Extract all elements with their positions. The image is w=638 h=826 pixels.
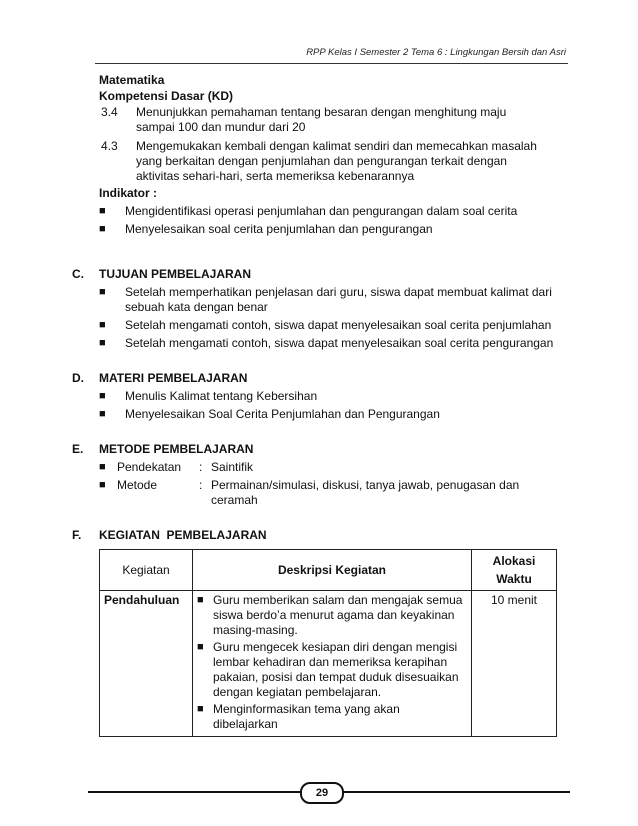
method-label: Pendekatan <box>117 460 182 474</box>
method-label: Metode <box>117 478 158 492</box>
kd-number: 3.4 <box>101 105 118 119</box>
list-item-text: Menginformasikan tema yang akan dibelajarkan <box>213 702 400 731</box>
section-heading-e <box>72 442 566 457</box>
list-item <box>99 389 566 404</box>
section-letter: C. <box>72 267 84 281</box>
kd-text: Mengemukakan kembali dengan kalimat sendiri dan memecahkan masalah yang berkaitan dengan penjumlahan dan pengurangan terkait dengan aktivitas sehari-hari, serta memeriksa kebenarannya <box>136 139 537 183</box>
kd-item <box>99 139 566 184</box>
list-item-text: Setelah mengamati contoh, siswa dapat menyelesaikan soal cerita pengurangan <box>125 336 554 350</box>
footer-rule-right <box>340 791 570 793</box>
square-bullet-icon: ■ <box>99 286 106 298</box>
section-title: MATERI PEMBELAJARAN <box>99 371 248 385</box>
list-item-text: Menulis Kalimat tentang Kebersihan <box>125 389 318 403</box>
header-rule <box>95 63 568 64</box>
square-bullet-icon: ■ <box>99 408 106 420</box>
square-bullet-icon: ■ <box>99 319 106 331</box>
section-letter: E. <box>72 442 84 456</box>
section-title: TUJUAN PEMBELAJARAN <box>99 267 252 281</box>
header-kegiatan: Kegiatan <box>100 550 193 591</box>
square-bullet-icon: ■ <box>99 390 106 402</box>
kd-title: Kompetensi Dasar (KD) <box>99 89 234 103</box>
square-bullet-icon: ■ <box>197 703 204 715</box>
list-item <box>197 640 467 700</box>
table-row <box>100 591 557 737</box>
section-title: KEGIATAN PEMBELAJARAN <box>99 528 267 542</box>
method-colon: : <box>199 478 203 492</box>
section-letter: F. <box>72 528 82 542</box>
indikator-title: Indikator : <box>99 186 158 200</box>
header-alokasi: Alokasi Waktu <box>472 550 557 591</box>
kd-number: 4.3 <box>101 139 118 153</box>
list-item <box>99 318 566 333</box>
method-row <box>99 460 566 475</box>
square-bullet-icon: ■ <box>99 479 106 491</box>
square-bullet-icon: ■ <box>99 205 106 217</box>
square-bullet-icon: ■ <box>197 594 204 606</box>
cell-kegiatan: Pendahuluan <box>100 591 193 737</box>
section-heading-c <box>72 267 566 282</box>
square-bullet-icon: ■ <box>99 223 106 235</box>
method-value: Permainan/simulasi, diskusi, tanya jawab, penugasan dan ceramah <box>211 478 520 507</box>
list-item <box>99 204 566 219</box>
cell-deskripsi <box>193 591 472 737</box>
method-row <box>99 478 566 508</box>
section-title: METODE PEMBELAJARAN <box>99 442 254 456</box>
list-item <box>99 285 566 315</box>
list-item <box>99 222 566 237</box>
cell-waktu: 10 menit <box>472 591 557 737</box>
list-item <box>197 593 467 638</box>
content <box>72 73 566 737</box>
list-item-text: Mengidentifikasi operasi penjumlahan dan pengurangan dalam soal cerita <box>125 204 518 218</box>
list-item-text: Setelah memperhatikan penjelasan dari guru, siswa dapat membuat kalimat dari sebuah kata dengan benar <box>125 285 552 314</box>
list-item-text: Guru memberikan salam dan mengajak semua siswa berdo’a menurut agama dan keyakinan masing-masing. <box>213 593 463 637</box>
section-heading-d <box>72 371 566 386</box>
list-item-text: Guru mengecek kesiapan diri dengan mengisi lembar kehadiran dan memeriksa kerapihan pakaian, posisi dan tempat duduk disesuaikan dengan kegiatan pembelajaran. <box>213 640 459 699</box>
subject-title: Matematika <box>99 73 165 87</box>
header-deskripsi: Deskripsi Kegiatan <box>193 550 472 591</box>
section-heading-f <box>72 528 566 543</box>
kd-text: Menunjukkan pemahaman tentang besaran dengan menghitung maju sampai 100 dan mundur dari 20 <box>136 105 507 134</box>
square-bullet-icon: ■ <box>197 641 204 653</box>
kd-item <box>99 105 566 135</box>
list-item <box>99 407 566 422</box>
running-header: RPP Kelas I Semester 2 Tema 6 : Lingkungan Bersih dan Asri <box>306 47 566 58</box>
list-item-text: Setelah mengamati contoh, siswa dapat menyelesaikan soal cerita penjumlahan <box>125 318 552 332</box>
method-value: Saintifik <box>211 460 254 474</box>
footer-rule-left <box>88 791 300 793</box>
section-letter: D. <box>72 371 84 385</box>
method-colon: : <box>199 460 203 474</box>
page-number: 29 <box>300 782 344 804</box>
table-header-row <box>100 550 557 591</box>
activity-table <box>99 549 557 737</box>
list-item <box>197 702 467 732</box>
list-item-text: Menyelesaikan soal cerita penjumlahan dan pengurangan <box>125 222 433 236</box>
square-bullet-icon: ■ <box>99 337 106 349</box>
list-item-text: Menyelesaikan Soal Cerita Penjumlahan dan Pengurangan <box>125 407 440 421</box>
list-item <box>99 336 566 351</box>
square-bullet-icon: ■ <box>99 461 106 473</box>
